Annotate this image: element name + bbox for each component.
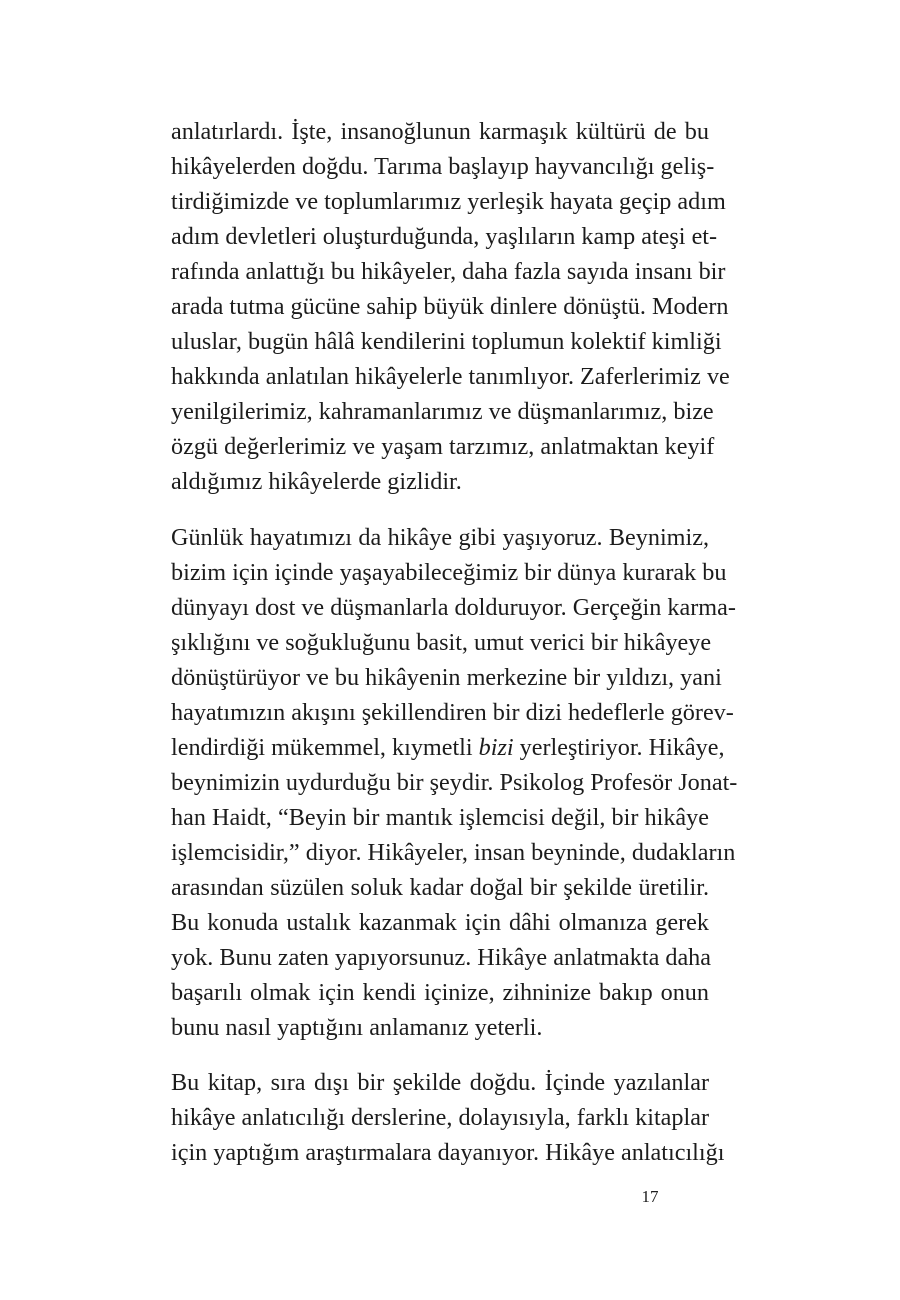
text-line: hikâye anlatıcılığı derslerine, dolayısıyla, farklı kitaplar — [171, 1104, 709, 1132]
text-line: anlatırlardı. İşte, insanoğlunun karmaşık kültürü de bu — [171, 118, 709, 145]
text-line: beynimizin uydurduğu bir şeydir. Psikolog Profesör Jonat- — [171, 768, 738, 796]
paragraph-1 — [171, 114, 730, 500]
text-line: bizim için içinde yaşayabileceğimiz bir dünya kurarak bu — [171, 558, 727, 586]
text-line-with-italic — [171, 730, 725, 765]
text-line: yok. Bunu zaten yapıyorsunuz. Hikâye anlatmakta daha — [171, 944, 712, 972]
text-line: özgü değerlerimiz ve yaşam tarzımız, anlatmaktan keyif — [171, 433, 715, 461]
text-line: işlemcisidir,” diyor. Hikâyeler, insan beyninde, dudakların — [171, 838, 736, 866]
text-line: adım devletleri oluşturduğunda, yaşlıların kamp ateşi et- — [171, 223, 718, 251]
text-line: arasından süzülen soluk kadar doğal bir şekilde üretilir. — [171, 873, 709, 901]
text-line: dönüştürüyor ve bu hikâyenin merkezine bir yıldızı, yani — [171, 663, 722, 691]
text-line: hikâyelerden doğdu. Tarıma başlayıp hayvancılığı geliş- — [171, 153, 715, 181]
text-line: han Haidt, “Beyin bir mantık işlemcisi değil, bir hikâye — [171, 803, 709, 831]
text-line: hayatımızın akışını şekillendiren bir dizi hedeflerle görev- — [171, 698, 734, 726]
text-line: Günlük hayatımızı da hikâye gibi yaşıyoruz. Beynimiz, — [171, 523, 709, 551]
line-text-before: lendirdiği mükemmel, kıymetli — [171, 733, 479, 761]
text-line: aldığımız hikâyelerde gizlidir. — [171, 468, 462, 496]
text-line: yenilgilerimiz, kahramanlarımız ve düşmanlarımız, bize — [171, 398, 714, 426]
text-line: bunu nasıl yaptığını anlamanız yeterli. — [171, 1014, 543, 1042]
text-line: uluslar, bugün hâlâ kendilerini toplumun kolektif kimliği — [171, 328, 722, 356]
italic-word: bizi — [478, 733, 514, 761]
text-line: dünyayı dost ve düşmanlarla dolduruyor. Gerçeğin karma- — [171, 593, 736, 621]
text-line: tirdiğimizde ve toplumlarımız yerleşik hayata geçip adım — [171, 188, 726, 216]
text-line: Bu konuda ustalık kazanmak için dâhi olmanıza gerek — [171, 909, 709, 937]
text-line: şıklığını ve soğukluğunu basit, umut verici bir hikâyeye — [171, 628, 712, 656]
line-text-after: yerleştiriyor. Hikâye, — [513, 733, 725, 761]
paragraph-2 — [171, 520, 738, 1046]
text-line: arada tutma gücüne sahip büyük dinlere dönüştü. Modern — [171, 293, 729, 321]
page-number: 17 — [641, 1187, 659, 1206]
text-line: Bu kitap, sıra dışı bir şekilde doğdu. İçinde yazılanlar — [171, 1069, 709, 1097]
text-line: başarılı olmak için kendi içinize, zihninize bakıp onun — [171, 979, 709, 1007]
text-line: için yaptığım araştırmalara dayanıyor. Hikâye anlatıcılığı — [171, 1139, 725, 1167]
paragraph-3 — [171, 1065, 725, 1170]
body-text — [171, 114, 738, 1190]
text-line: rafında anlattığı bu hikâyeler, daha fazla sayıda insanı bir — [171, 258, 726, 286]
text-line: hakkında anlatılan hikâyelerle tanımlıyor. Zaferlerimiz ve — [171, 363, 730, 391]
